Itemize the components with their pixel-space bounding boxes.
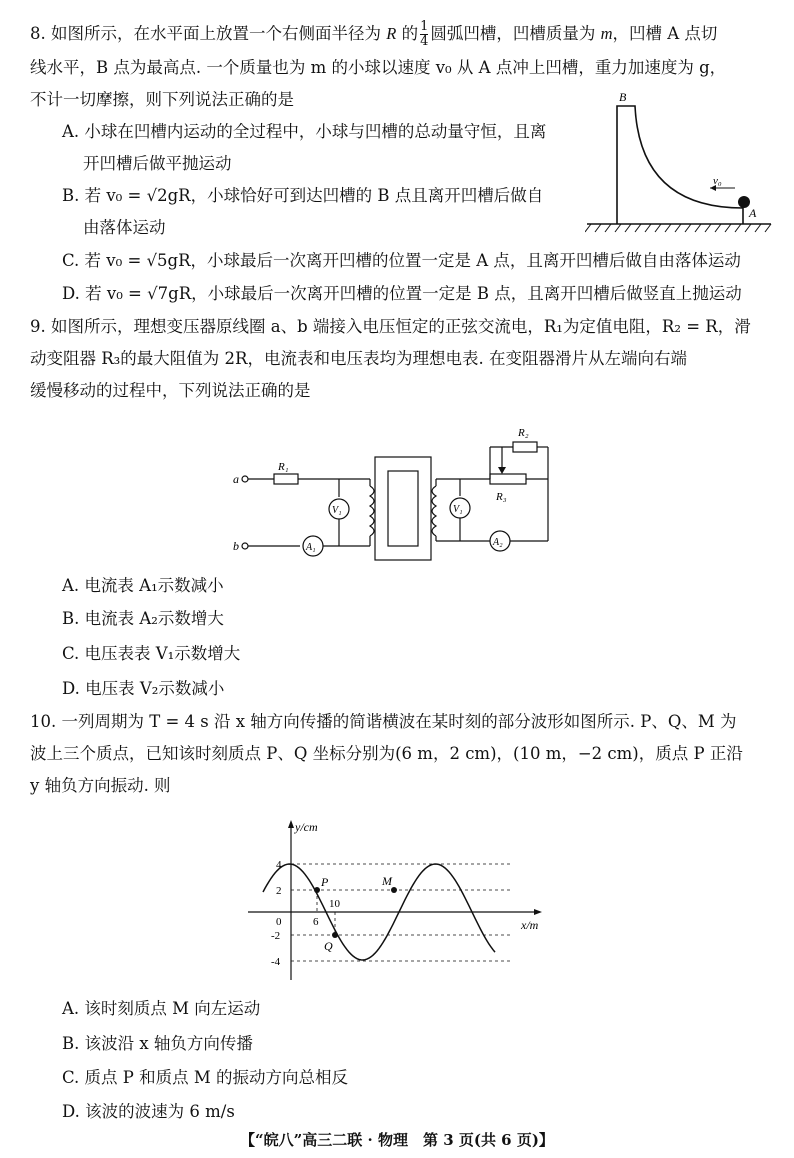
label-M: M (382, 874, 392, 888)
q9-circuit-diagram (228, 420, 563, 565)
page-footer: 【“皖八”高三二联 · 物理 第 3 页(共 6 页)】 (240, 1131, 554, 1149)
q8-text: 圆弧凹槽，凹槽质量为 (430, 24, 601, 43)
point-A-label: A (749, 206, 757, 220)
label-A2: A₂ (493, 537, 503, 548)
primary-coil (370, 486, 374, 536)
q10-option-b: B. 该波沿 x 轴负方向传播 (62, 1034, 253, 1053)
q9-line-1: 9. 如图所示，理想变压器原线圈 a、b 端接入电压恒定的正弦交流电，R₁为定值电阻，R₂ = R，滑 (30, 317, 751, 336)
q10-option-d: D. 该波的波速为 6 m/s (62, 1102, 235, 1121)
q10-line-2: 波上三个质点，已知该时刻质点 P、Q 坐标分别为(6 m，2 cm)，(10 m，−2 cm)，质点 P 正沿 (30, 744, 743, 763)
var-m: m (600, 24, 613, 43)
var-R: R (386, 24, 397, 43)
frac-den: 4 (420, 34, 429, 49)
ground-hatching (585, 224, 771, 232)
label-A1: A₁ (306, 542, 316, 553)
q9-option-c: C. 电压表表 V₁示数增大 (62, 644, 241, 663)
label-a: a (233, 472, 239, 486)
q8-line-3: 不计一切摩擦，则下列说法正确的是 (30, 90, 294, 109)
q10-line-3: y 轴负方向振动. 则 (30, 776, 171, 795)
q8-text: ，凹槽 A 点切 (612, 24, 718, 43)
q8-option-a-line1: A. 小球在凹槽内运动的全过程中，小球与凹槽的总动量守恒，且离 (62, 122, 547, 141)
q9-line-3: 缓慢移动的过程中，下列说法正确的是 (30, 381, 311, 400)
y-tick-0: 0 (276, 916, 282, 928)
q9-option-b: B. 电流表 A₂示数增大 (62, 609, 224, 628)
y-axis-label: y/cm (295, 820, 318, 834)
resistor-R2 (513, 442, 537, 452)
label-R1: R₁ (278, 461, 289, 473)
slider-arrow (498, 467, 506, 474)
point-B-label: B (619, 90, 627, 104)
label-R3: R₃ (496, 491, 507, 503)
y-axis-arrow (288, 820, 294, 828)
q8-text: 的 (396, 24, 419, 43)
q10-option-c: C. 质点 P 和质点 M 的振动方向总相反 (62, 1068, 349, 1087)
fraction-one-quarter (420, 20, 428, 49)
q8-option-b-line2: 由落体运动 (83, 218, 166, 237)
label-Q: Q (324, 939, 333, 953)
q10-option-a: A. 该时刻质点 M 向左运动 (62, 999, 261, 1018)
frac-num: 1 (420, 19, 429, 34)
point-Q (332, 932, 338, 938)
label-P: P (321, 875, 329, 889)
q8-groove-figure (585, 88, 775, 238)
q8-line-2: 线水平，B 点为最高点. 一个质量也为 m 的小球以速度 v₀ 从 A 点冲上凹槽，重力加速度为 g， (30, 58, 727, 77)
y-tick-neg2: -2 (271, 930, 281, 942)
q8-option-c: C. 若 v₀ = √5gR，小球最后一次离开凹槽的位置一定是 A 点，且离开凹槽后做自由落体运动 (62, 251, 741, 270)
x-tick-6: 6 (313, 916, 319, 928)
question-10 (30, 706, 770, 802)
label-R2: R₂ (518, 427, 529, 439)
q10-line-1: 10. 一列周期为 T = 4 s 沿 x 轴方向传播的简谐横波在某时刻的部分波形如图所示. P、Q、M 为 (30, 712, 737, 731)
x-axis-arrow (534, 909, 542, 915)
terminal-b (242, 543, 248, 549)
label-b: b (233, 539, 239, 553)
terminal-a (242, 476, 248, 482)
y-tick-2: 2 (276, 885, 282, 897)
x-axis-label: x/m (521, 918, 539, 932)
q8-option-a-line2: 开凹槽后做平抛运动 (83, 154, 232, 173)
q9-option-d: D. 电压表 V₂示数减小 (62, 679, 225, 698)
x-tick-10: 10 (329, 898, 340, 910)
q9-option-a: A. 电流表 A₁示数减小 (62, 576, 224, 595)
transformer-core-outer (375, 457, 431, 560)
v0-label: v₀ (713, 175, 722, 187)
y-tick-neg4: -4 (271, 956, 281, 968)
y-tick-4: 4 (276, 859, 282, 871)
transformer-core-inner (388, 471, 418, 546)
q8-line-1 (30, 18, 770, 50)
q10-wave-graph (238, 815, 558, 990)
q8-option-b-line1: B. 若 v₀ = √2gR，小球恰好可到达凹槽的 B 点且离开凹槽后做自 (62, 186, 544, 205)
point-P (314, 887, 320, 893)
q8-option-d: D. 若 v₀ = √7gR，小球最后一次离开凹槽的位置一定是 B 点，且离开凹槽后做竖直上抛运动 (62, 284, 742, 303)
q8-text: 8. 如图所示，在水平面上放置一个右侧面半径为 (30, 24, 387, 43)
resistor-R1 (274, 474, 298, 484)
q9-line-2: 动变阻器 R₃的最大阻值为 2R，电流表和电压表均为理想电表. 在变阻器滑片从左端向右端 (30, 349, 687, 368)
label-V2: V₁ (453, 504, 463, 515)
label-V1: V₁ (332, 505, 342, 516)
secondary-coil (432, 486, 436, 536)
question-9 (30, 311, 770, 407)
rheostat-R3 (490, 474, 526, 484)
groove-body (617, 106, 743, 224)
